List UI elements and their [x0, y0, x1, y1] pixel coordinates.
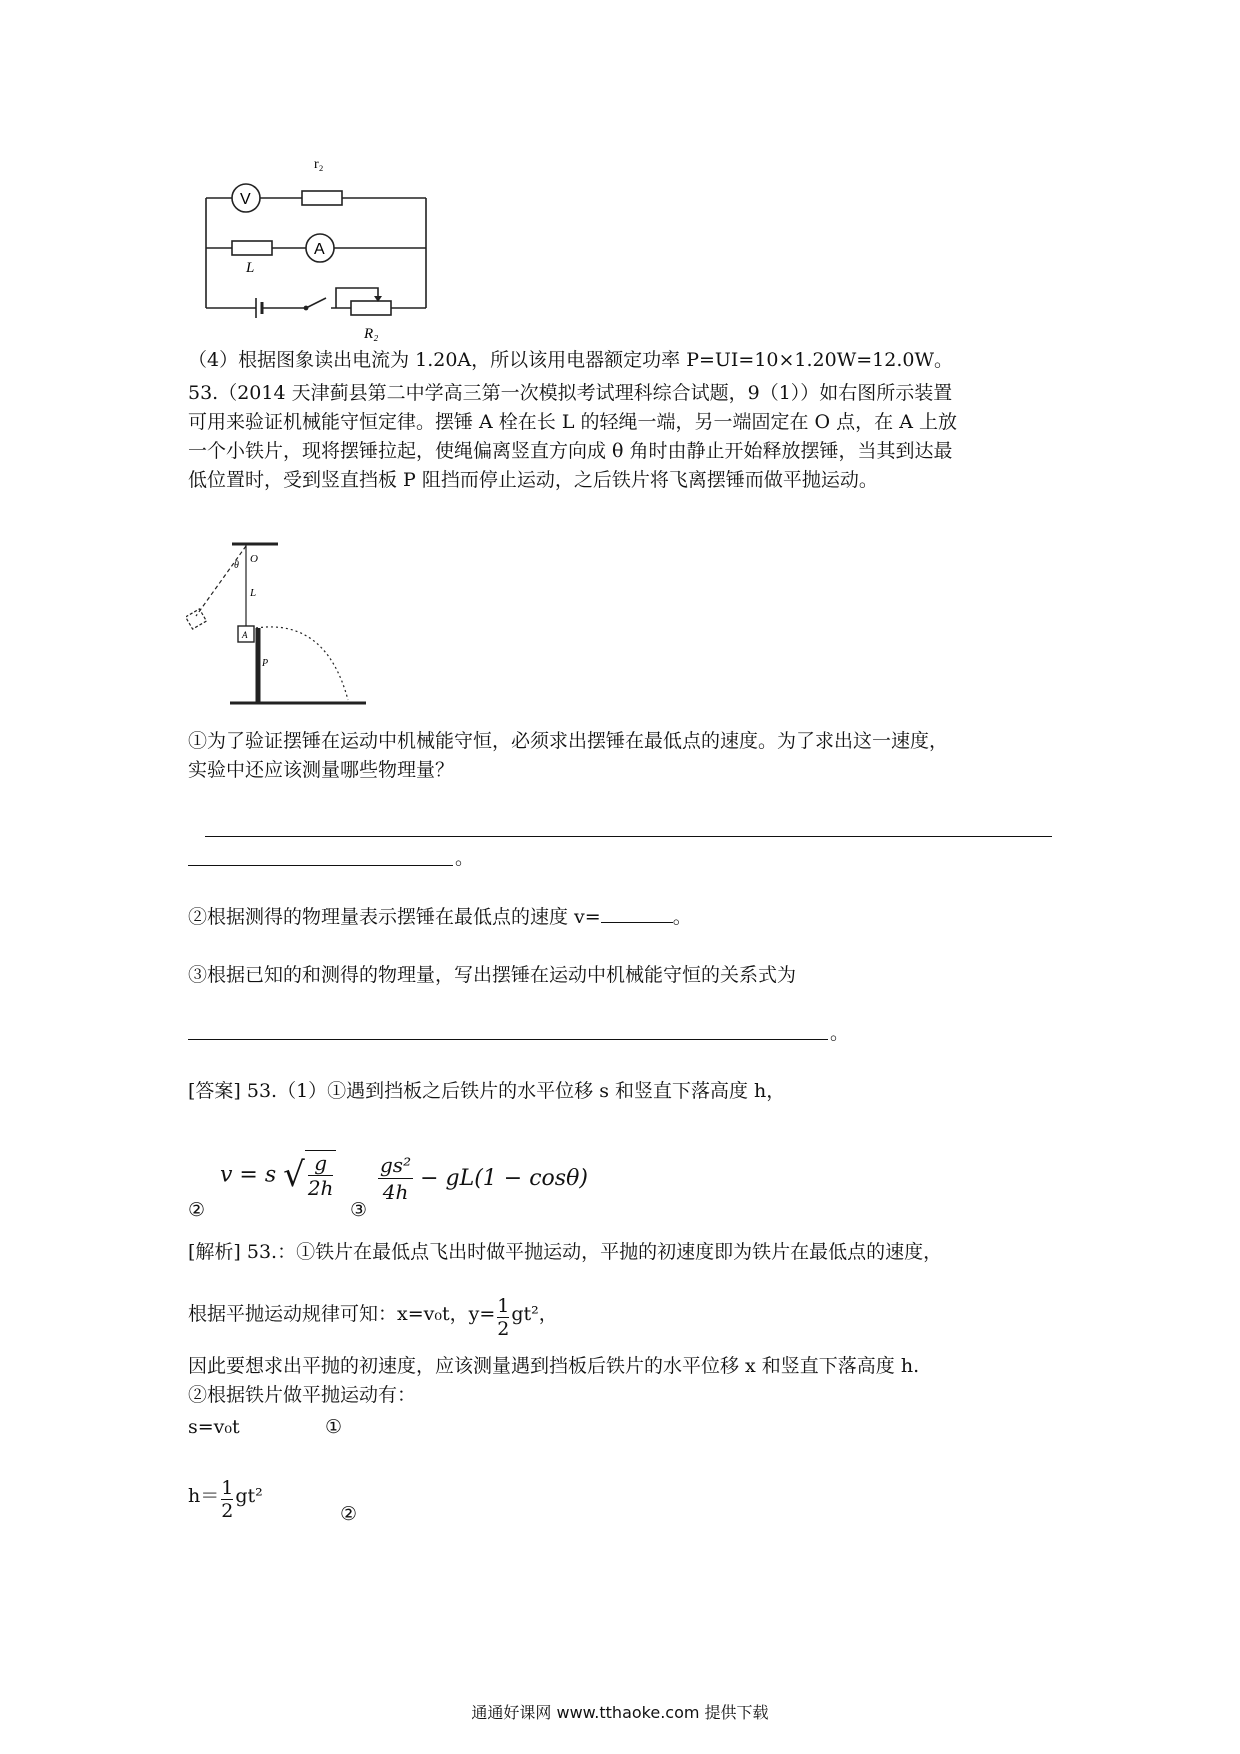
question-3-end: 。 [830, 1022, 850, 1044]
pendulum-diagram [186, 538, 376, 710]
label-ammeter: A [314, 241, 325, 258]
problem-line-4: 低位置时，受到竖直挡板 P 阻挡而停止运动，之后铁片将飞离摆锤而做平抛运动。 [188, 469, 878, 491]
sqrt-num: g [308, 1151, 334, 1176]
fraction-half [497, 1295, 509, 1340]
f3-rest: − gL(1 − cosθ) [420, 1166, 588, 1191]
page-footer: 通通好课网 www.tthaoke.com 提供下载 [471, 1703, 769, 1722]
label-a: A [242, 630, 248, 640]
label-voltmeter: V [240, 191, 251, 208]
answer-blank-1a[interactable] [205, 836, 1052, 837]
sqrt-sign: √ [283, 1155, 305, 1195]
formula-energy [378, 1152, 588, 1212]
f3-den: 4h [382, 1180, 409, 1204]
analysis-line-1: [解析] 53.：①铁片在最低点飞出时做平抛运动，平抛的初速度即为铁片在最低点的速度， [188, 1241, 943, 1263]
f3-num: gs² [380, 1153, 412, 1177]
formula-v [220, 1150, 336, 1210]
fraction-half-2 [221, 1477, 233, 1522]
sqrt-den: 2h [307, 1176, 334, 1200]
equation-2-post: gt² [235, 1485, 263, 1507]
label-l: L [246, 260, 255, 276]
question-3: ③根据已知的和测得的物理量，写出摆锤在运动中机械能守恒的关系式为 [188, 964, 797, 986]
sqrt-radicand [305, 1150, 337, 1200]
analysis-line-3: 因此要想求出平抛的初速度，应该测量遇到挡板后铁片的水平位移 x 和竖直下落高度 h. [188, 1355, 920, 1377]
answer-blank-1b[interactable] [188, 865, 453, 866]
label-l: L [250, 587, 257, 599]
analysis-line-2-post: gt²， [511, 1303, 558, 1325]
answer-mark-3: ③ [350, 1199, 368, 1221]
answer-blank-2[interactable] [601, 902, 673, 923]
question-1-line-2: 实验中还应该测量哪些物理量？ [188, 759, 455, 781]
solution-part4: （4）根据图象读出电流为 1.20A，所以该用电器额定功率 P=UI=10×1.20W=12.0W。 [188, 349, 954, 371]
equation-1: s=v₀t [188, 1416, 240, 1438]
label-theta: θ [234, 560, 239, 571]
equation-2-mark: ② [340, 1503, 358, 1525]
problem-line-1: 53.（2014 天津蓟县第二中学高三第一次模拟考试理科综合试题，9（1））如右图所示装置 [188, 382, 953, 404]
label-r2: r₂ [314, 157, 324, 172]
circuit-diagram [186, 148, 436, 348]
answer-blank-3[interactable] [188, 1039, 828, 1040]
fraction-den: 2 [497, 1318, 510, 1340]
question-2-end: 。 [672, 906, 692, 928]
fraction-num-2: 1 [221, 1477, 234, 1499]
question-1-line-1: ①为了验证摆锤在运动中机械能守恒，必须求出摆锤在最低点的速度。为了求出这一速度， [188, 730, 949, 752]
label-o: O [250, 553, 258, 565]
question-1-end: 。 [455, 847, 475, 869]
problem-line-2: 可用来验证机械能守恒定律。摆锤 A 栓在长 L 的轻绳一端，另一端固定在 O 点，在 A 上放 [188, 411, 957, 433]
equation-2 [188, 1464, 263, 1528]
answer-mark-2: ② [188, 1199, 206, 1221]
equation-2-pre: h＝ [188, 1485, 220, 1507]
fraction-num: 1 [497, 1295, 510, 1317]
question-2 [188, 902, 692, 931]
fraction-den-2: 2 [221, 1500, 234, 1522]
problem-line-3: 一个小铁片，现将摆锤拉起，使绳偏离竖直方向成 θ 角时由静止开始释放摆锤，当其到达最 [188, 440, 953, 462]
label-p: P [262, 658, 269, 669]
answer-line-1: [答案] 53.（1）①遇到挡板之后铁片的水平位移 s 和竖直下落高度 h， [188, 1080, 786, 1102]
question-2-text: ②根据测得的物理量表示摆锤在最低点的速度 v= [188, 906, 601, 928]
label-R2: R₂ [364, 326, 379, 342]
analysis-line-2-pre: 根据平抛运动规律可知：x=v₀t，y= [188, 1303, 496, 1325]
formula-v-lhs: v = s [220, 1162, 277, 1188]
analysis-line-4: ②根据铁片做平抛运动有： [188, 1384, 417, 1406]
analysis-line-2 [188, 1282, 558, 1346]
formula-energy-frac [378, 1152, 413, 1205]
equation-1-mark: ① [325, 1416, 343, 1438]
